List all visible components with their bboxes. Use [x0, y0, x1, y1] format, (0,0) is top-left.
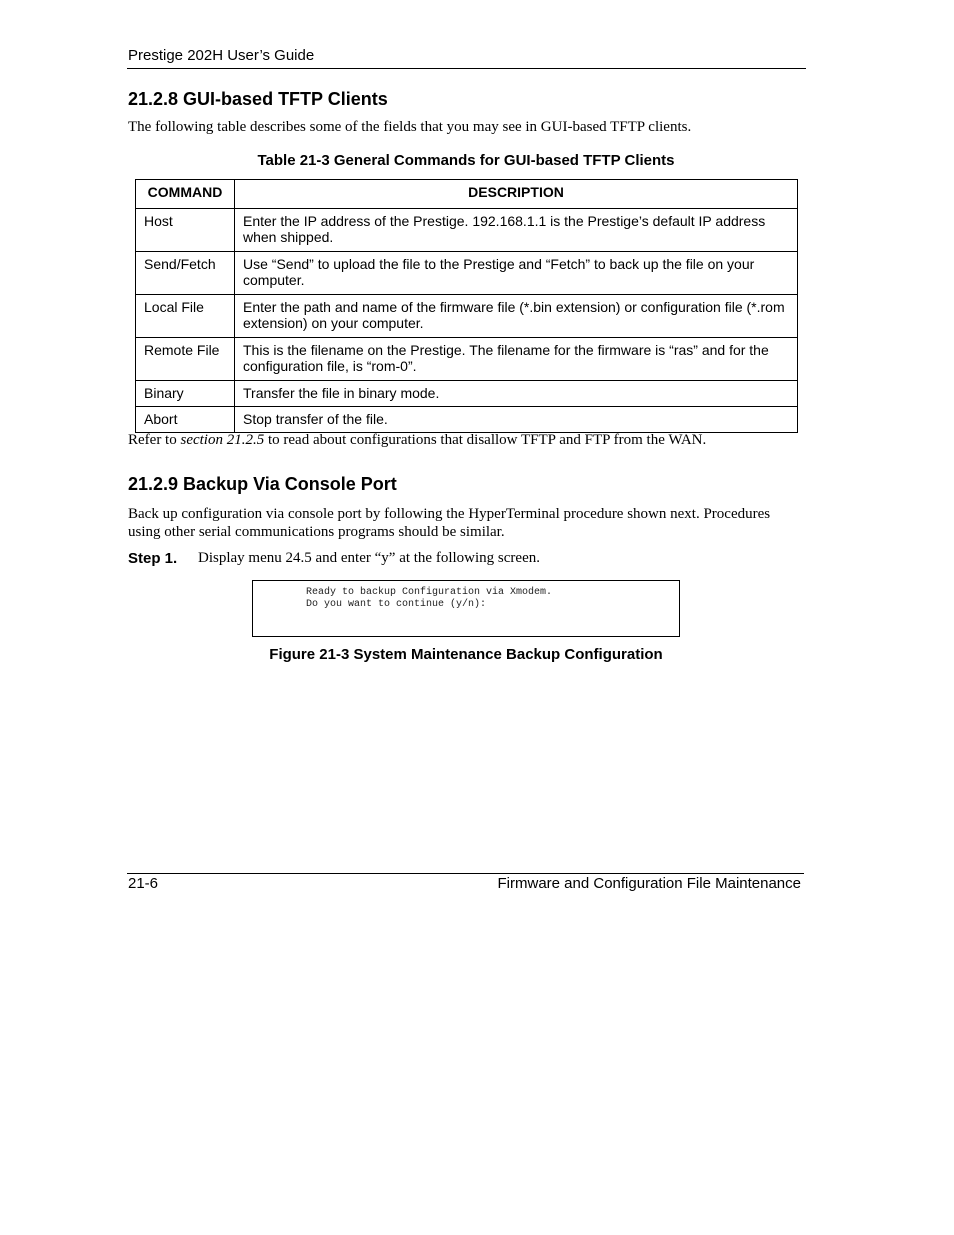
page-number: 21-6	[128, 875, 159, 892]
table-row	[136, 295, 798, 338]
command-cell: Remote File	[136, 338, 235, 381]
description-cell: Enter the path and name of the firmware file (*.bin extension) or configuration file (*.rom extension) on your computer.	[235, 295, 798, 338]
footer-chapter-title: Firmware and Configuration File Maintenance	[497, 875, 801, 892]
description-cell: This is the filename on the Prestige. The filename for the firmware is “ras” and for the configuration file, is “rom-0”.	[235, 338, 798, 381]
console-screen	[252, 580, 680, 637]
table-row	[136, 338, 798, 381]
command-cell: Binary	[136, 381, 235, 407]
command-cell: Abort	[136, 407, 235, 433]
header-divider	[127, 68, 806, 69]
command-cell: Host	[136, 209, 235, 252]
section-heading-tftp-clients: 21.2.8 GUI-based TFTP Clients	[128, 89, 388, 109]
step-label: Step 1.	[128, 550, 178, 567]
refer-paragraph	[128, 432, 706, 449]
table-header-row	[136, 180, 798, 209]
tftp-commands-table	[135, 179, 798, 433]
refer-text-after: to read about configurations that disallow TFTP and FTP from the WAN.	[264, 432, 707, 448]
table-row	[136, 209, 798, 252]
description-cell: Use “Send” to upload the file to the Prestige and “Fetch” to back up the file on your computer.	[235, 252, 798, 295]
column-header-command: COMMAND	[136, 180, 235, 209]
footer-divider	[127, 873, 804, 874]
refer-text-before: Refer to	[128, 432, 181, 448]
table-row	[136, 252, 798, 295]
section-heading-console-backup: 21.2.9 Backup Via Console Port	[128, 474, 397, 494]
step-text: Display menu 24.5 and enter “y” at the following screen.	[198, 550, 540, 566]
description-cell: Transfer the file in binary mode.	[235, 381, 798, 407]
console-output	[306, 587, 552, 611]
column-header-description: DESCRIPTION	[235, 180, 798, 209]
figure-caption: Figure 21-3 System Maintenance Backup Configuration	[269, 646, 663, 663]
table-caption: Table 21-3 General Commands for GUI-based TFTP Clients	[257, 152, 675, 169]
section-paragraph: Back up configuration via console port by following the HyperTerminal procedure shown next. Procedures using other serial communications programs should be similar.	[128, 506, 771, 540]
table-row	[136, 407, 798, 433]
running-header-title: Prestige 202H User’s Guide	[128, 47, 315, 64]
console-line: Ready to backup Configuration via Xmodem.	[306, 587, 553, 598]
command-cell: Send/Fetch	[136, 252, 235, 295]
description-cell: Enter the IP address of the Prestige. 192.168.1.1 is the Prestige’s default IP address when shipped.	[235, 209, 798, 252]
section-intro-paragraph: The following table describes some of the fields that you may see in GUI-based TFTP clients.	[128, 119, 692, 135]
table-row	[136, 381, 798, 407]
description-cell: Stop transfer of the file.	[235, 407, 798, 433]
section-reference-link[interactable]: section 21.2.5	[180, 432, 265, 448]
console-line: Do you want to continue (y/n):	[306, 599, 487, 610]
command-cell: Local File	[136, 295, 235, 338]
